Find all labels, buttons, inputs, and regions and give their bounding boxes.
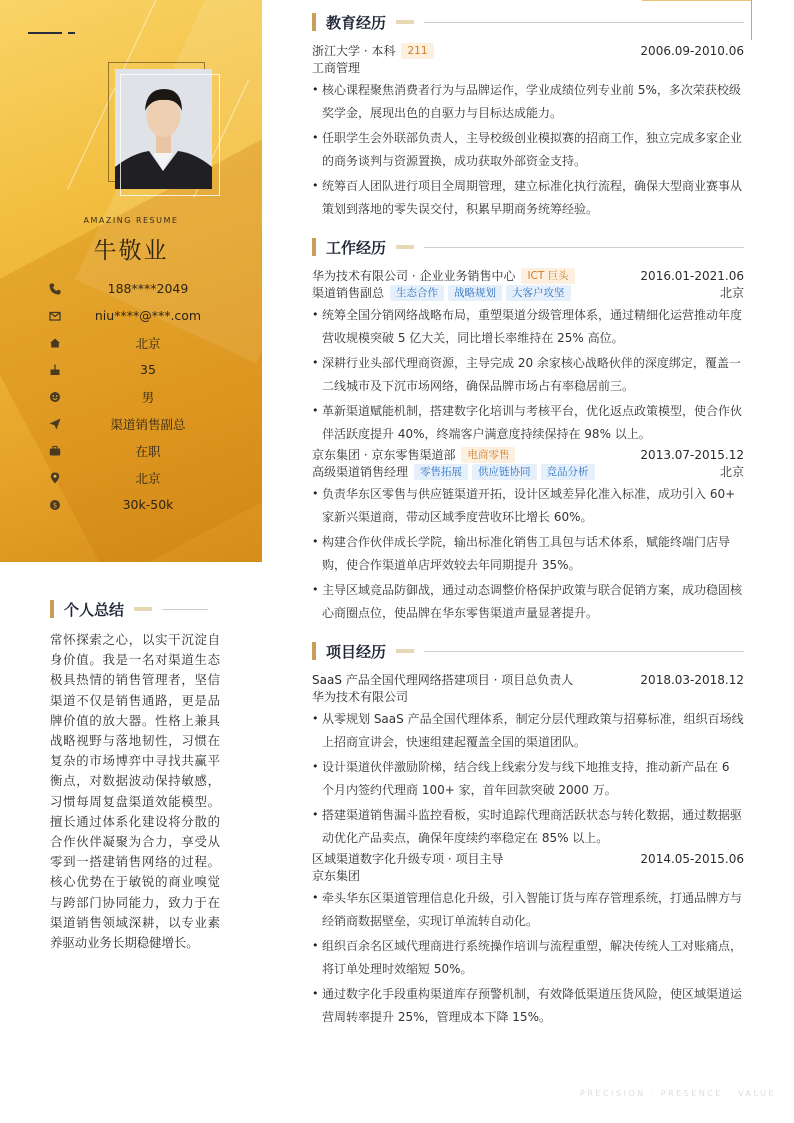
project-name: SaaS 产品全国代理网络搭建项目 · 项目总负责人 bbox=[312, 673, 574, 687]
info-age bbox=[48, 356, 234, 383]
section-header bbox=[312, 642, 744, 660]
profile-panel bbox=[0, 0, 262, 562]
info-value: 北京 bbox=[135, 470, 161, 486]
major: 工商管理 bbox=[312, 61, 361, 75]
info-status bbox=[48, 437, 234, 464]
skill-tag: 零售拓展 bbox=[414, 464, 468, 480]
job-entry bbox=[312, 446, 744, 624]
bullet-item: • 构建合作伙伴成长学院，输出标准化销售工具包与话术体系，赋能终端门店导购，使合作渠道单店坪效较去年同期提升 35%。 bbox=[312, 531, 744, 576]
school-tag: 211 bbox=[401, 43, 433, 59]
footer-motto: PRECISION · PRESENCE · VALUE bbox=[580, 1089, 776, 1098]
company-tag: 电商零售 bbox=[461, 447, 515, 463]
bullet-item: • 组织百余名区域代理商进行系统操作培训与流程重塑，解决传统人工对账痛点，将订单处理时效缩短 50%。 bbox=[312, 935, 744, 980]
gender-icon bbox=[48, 389, 62, 403]
send-icon bbox=[48, 416, 62, 430]
entry-subheader bbox=[312, 284, 744, 301]
bullet-list bbox=[312, 304, 744, 445]
home-icon bbox=[48, 335, 62, 349]
info-value: niu****@***.com bbox=[94, 308, 202, 323]
info-value: 北京 bbox=[135, 335, 161, 351]
summary-text: 常怀探索之心，以实干沉淀自身价值。我是一名对渠道生态极具热情的销售管理者，坚信渠道不仅是销售通路，更是品牌价值的放大器。性格上兼具战略视野与落地韧性，习惯在复杂的市场博弈中寻找共赢平衡点，对数据波动保持敏感，习惯每周复盘渠道效能模型。擅长通过体系化建设将分散的合作伙伴凝聚为合力，享受从零到一搭建销售网络的过程。核心优势在于敏锐的商业嗅觉与跨部门协同能力，致力于在渠道销售领域深耕，以专业素养驱动业务长期稳健增长。 bbox=[50, 632, 220, 951]
entry-header bbox=[312, 850, 744, 867]
briefcase-icon bbox=[48, 443, 62, 457]
skill-tag: 战略规划 bbox=[448, 285, 502, 301]
work-section bbox=[312, 238, 744, 627]
bullet-list bbox=[312, 483, 744, 624]
info-value: 188****2049 bbox=[107, 281, 189, 296]
company-name: 华为技术有限公司 · 企业业务销售中心 bbox=[312, 269, 516, 283]
phone-icon bbox=[48, 281, 62, 295]
cake-icon bbox=[48, 362, 62, 376]
bullet-item: • 负责华东区零售与供应链渠道开拓，设计区域差异化准入标准，成功引入 60+ 家新兴渠道商，带动区域季度营收环比增长 60%。 bbox=[312, 483, 744, 528]
bullet-item: • 深耕行业头部代理商资源，主导完成 20 余家核心战略伙伴的深度绑定，覆盖一二线城市及下沉市场网络，确保品牌市场占有率稳居前三。 bbox=[312, 352, 744, 397]
section-accent-bar bbox=[312, 13, 316, 31]
info-gender bbox=[48, 383, 234, 410]
skill-tag: 竞品分析 bbox=[541, 464, 595, 480]
section-rule bbox=[424, 22, 744, 23]
project-org: 华为技术有限公司 bbox=[312, 690, 409, 704]
section-title: 个人总结 bbox=[64, 600, 125, 619]
entry-subheader bbox=[312, 463, 744, 480]
job-role: 高级渠道销售经理 bbox=[312, 465, 409, 479]
section-accent-pill bbox=[396, 245, 414, 249]
entry-date: 2013.07-2015.12 bbox=[640, 447, 744, 462]
project-entry bbox=[312, 850, 744, 1028]
info-value: 在职 bbox=[135, 443, 161, 459]
info-position bbox=[48, 410, 234, 437]
entry-subheader bbox=[312, 59, 744, 76]
skill-tag: 生态合作 bbox=[390, 285, 444, 301]
entry-date: 2006.09-2010.06 bbox=[640, 43, 744, 58]
section-rule bbox=[424, 651, 744, 652]
bullet-item: • 核心课程聚焦消费者行为与品牌运作，学业成绩位列专业前 5%，多次荣获校级奖学金，展现出色的自驱力与目标达成能力。 bbox=[312, 79, 744, 124]
projects-section bbox=[312, 642, 744, 1031]
entry-date: 2014.05-2015.06 bbox=[640, 851, 744, 866]
bullet-item: • 牵头华东区渠道管理信息化升级，引入智能订货与库存管理系统，打通品牌方与经销商数据壁垒，实现订单流转自动化。 bbox=[312, 887, 744, 932]
entry-subheader bbox=[312, 867, 744, 884]
decorative-dash bbox=[68, 32, 75, 34]
school-name: 浙江大学 · 本科 bbox=[312, 44, 396, 58]
bullet-list bbox=[312, 79, 744, 220]
education-entry bbox=[312, 42, 744, 220]
company-name: 京东集团 · 京东零售渠道部 bbox=[312, 448, 456, 462]
section-title: 工作经历 bbox=[326, 238, 387, 257]
section-header bbox=[312, 13, 744, 31]
bullet-item: • 革新渠道赋能机制，搭建数字化培训与考核平台，优化返点政策模型，使合作伙伴活跃度提升 40%，终端客户满意度持续保持在 98% 以上。 bbox=[312, 400, 744, 445]
job-city: 北京 bbox=[719, 465, 744, 479]
entry-header bbox=[312, 42, 744, 59]
bullet-item: • 搭建渠道销售漏斗监控看板，实时追踪代理商活跃状态与转化数据，通过数据驱动优化产品卖点，确保年度续约率稳定在 85% 以上。 bbox=[312, 804, 744, 849]
bullet-item: • 任职学生会外联部负责人，主导校级创业模拟赛的招商工作，独立完成多家企业的商务谈判与资源置换，成功获取外部资金支持。 bbox=[312, 127, 744, 172]
section-rule bbox=[424, 247, 744, 248]
info-value: 渠道销售副总 bbox=[110, 416, 186, 432]
company-tag: ICT 巨头 bbox=[521, 268, 574, 284]
section-title: 教育经历 bbox=[326, 13, 387, 32]
location-icon bbox=[48, 470, 62, 484]
info-email bbox=[48, 302, 234, 329]
mail-icon bbox=[48, 308, 62, 322]
summary-section bbox=[50, 600, 220, 953]
photo-frame bbox=[120, 74, 220, 196]
entry-date: 2018.03-2018.12 bbox=[640, 672, 744, 687]
bullet-item: • 主导区域竞品防御战，通过动态调整价格保护政策与联合促销方案，成功稳固核心商圈点位，使品牌在华东零售渠道声量显著提升。 bbox=[312, 579, 744, 624]
info-home bbox=[48, 329, 234, 356]
section-rule bbox=[162, 609, 208, 610]
bullet-item: • 从零规划 SaaS 产品全国代理体系，制定分层代理政策与招募标准，组织百场线上招商宣讲会，快速组建起覆盖全国的渠道团队。 bbox=[312, 708, 744, 753]
project-name: 区域渠道数字化升级专项 · 项目主导 bbox=[312, 852, 504, 866]
info-location bbox=[48, 464, 234, 491]
entry-header bbox=[312, 446, 744, 463]
bullet-list bbox=[312, 887, 744, 1028]
skill-tag: 大客户攻坚 bbox=[506, 285, 571, 301]
entry-header bbox=[312, 671, 744, 688]
decorative-corner bbox=[642, 0, 752, 1]
skill-tag: 供应链协同 bbox=[472, 464, 537, 480]
bullet-item: • 通过数字化手段重构渠道库存预警机制，有效降低渠道压货风险，使区域渠道运营周转率提升 25%，管理成本下降 15%。 bbox=[312, 983, 744, 1028]
decorative-dash bbox=[28, 32, 62, 34]
bullet-list bbox=[312, 708, 744, 849]
decorative-corner bbox=[751, 0, 752, 40]
project-org: 京东集团 bbox=[312, 869, 361, 883]
education-section bbox=[312, 13, 744, 223]
bullet-item: • 统筹百人团队进行项目全周期管理，建立标准化执行流程，确保大型商业赛事从策划到落地的零失误交付，积累早期商务统筹经验。 bbox=[312, 175, 744, 220]
resume-tagline: AMAZING RESUME bbox=[83, 216, 179, 225]
entry-subheader bbox=[312, 688, 744, 705]
section-title: 项目经历 bbox=[326, 642, 387, 661]
svg-text:$: $ bbox=[52, 501, 58, 510]
job-city: 北京 bbox=[719, 286, 744, 300]
info-phone bbox=[48, 275, 234, 302]
bullet-item: • 统筹全国分销网络战略布局，重塑渠道分级管理体系，通过精细化运营推动年度营收规模突破 5 亿大关，同比增长率维持在 25% 高位。 bbox=[312, 304, 744, 349]
section-accent-pill bbox=[396, 20, 414, 24]
section-header bbox=[50, 600, 220, 618]
entry-header bbox=[312, 267, 744, 284]
entry-date: 2016.01-2021.06 bbox=[640, 268, 744, 283]
info-salary bbox=[48, 491, 234, 518]
section-accent-bar bbox=[50, 600, 54, 618]
bullet-item: • 设计渠道伙伴激励阶梯，结合线上线索分发与线下地推支持，推动新产品在 6 个月内签约代理商 100+ 家，首年回款突破 2000 万。 bbox=[312, 756, 744, 801]
candidate-name: 牛敬业 bbox=[93, 238, 169, 264]
job-role: 渠道销售副总 bbox=[312, 286, 385, 300]
section-accent-bar bbox=[312, 238, 316, 256]
project-entry bbox=[312, 671, 744, 849]
section-header bbox=[312, 238, 744, 256]
section-accent-bar bbox=[312, 642, 316, 660]
section-accent-pill bbox=[134, 607, 152, 611]
info-value: 男 bbox=[141, 389, 155, 405]
info-value: 30k-50k bbox=[122, 497, 174, 512]
contact-info-list bbox=[48, 275, 234, 518]
job-entry bbox=[312, 267, 744, 445]
salary-icon bbox=[48, 497, 62, 511]
info-value: 35 bbox=[140, 362, 156, 377]
section-accent-pill bbox=[396, 649, 414, 653]
